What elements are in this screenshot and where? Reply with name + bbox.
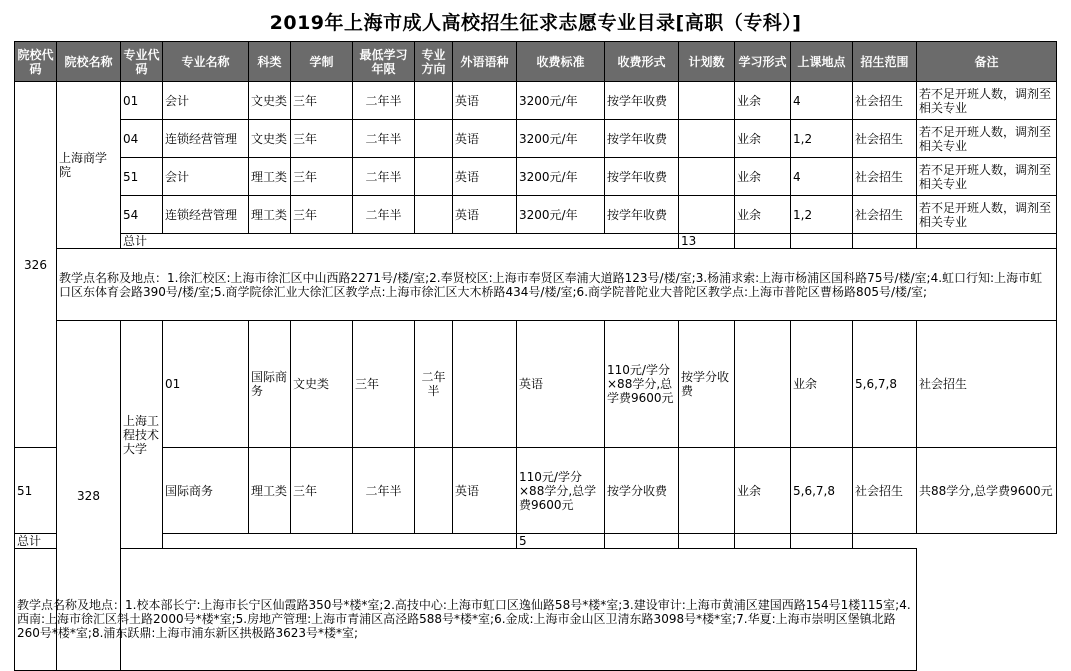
major-code: 54 (121, 196, 163, 234)
school-name: 上海工程技术大学 (121, 321, 163, 549)
header-note: 备注 (917, 42, 1057, 82)
fee: 3200元/年 (517, 120, 605, 158)
plan (679, 120, 735, 158)
teaching-locations: 教学点名称及地点：1.校本部长宁:上海市长宁区仙霞路350号*楼*室;2.高技中心:上海市虹口区逸仙路58号*楼*室;3.建设审计:上海市黄浦区建国西路154号1楼115室;4.西南:上海市徐汇区斜土路2000号*楼*室;5.房地产管理:上海市青浦区高泾路588号*楼*室;6.金成:上海市金山区卫清东路3098号*楼*室;7.华夏:上海市崇明区堡镇北路260号*楼*室;8.浦东跃鼎:上海市浦东新区拱极路3623号*楼*室; (15, 549, 917, 671)
table-row (15, 82, 1057, 120)
note: 若不足开班人数，调剂至相关专业 (917, 158, 1057, 196)
header-duration: 学制 (291, 42, 353, 82)
header-location: 上课地点 (791, 42, 853, 82)
fee: 110元/学分×88学分,总学费9600元 (517, 448, 605, 534)
min-years: 二年半 (353, 448, 415, 534)
direction (415, 448, 453, 534)
header-category: 科类 (249, 42, 291, 82)
header-major-name: 专业名称 (163, 42, 249, 82)
locations-row (15, 549, 1057, 671)
class-location: 5,6,7,8 (853, 321, 917, 448)
fee: 3200元/年 (517, 158, 605, 196)
note: 若不足开班人数，调剂至相关专业 (917, 196, 1057, 234)
school-code: 326 (15, 82, 57, 448)
table-row (15, 196, 1057, 234)
table-row (15, 448, 1057, 534)
duration: 三年 (353, 321, 415, 448)
study-mode: 业余 (735, 158, 791, 196)
min-years: 二年半 (353, 158, 415, 196)
page-title: 2019年上海市成人高校招生征求志愿专业目录[高职（专科）] (269, 12, 802, 34)
fee-type: 按学年收费 (605, 120, 679, 158)
locations-row (15, 249, 1057, 321)
table-row (15, 120, 1057, 158)
plan (679, 196, 735, 234)
note: 若不足开班人数，调剂至相关专业 (917, 120, 1057, 158)
category: 理工类 (249, 158, 291, 196)
header-fee-type: 收费形式 (605, 42, 679, 82)
total-row (15, 534, 1057, 549)
enroll-scope: 社会招生 (853, 158, 917, 196)
study-mode: 业余 (735, 448, 791, 534)
enroll-scope: 社会招生 (853, 120, 917, 158)
total-label: 总计 (121, 234, 679, 249)
school-code: 328 (57, 321, 121, 671)
school-name: 上海商学院 (57, 82, 121, 249)
header-school-name: 院校名称 (57, 42, 121, 82)
major-name: 连锁经营管理 (163, 120, 249, 158)
language: 英语 (453, 82, 517, 120)
enroll-scope: 社会招生 (853, 196, 917, 234)
fee-type: 按学分收费 (679, 321, 735, 448)
enroll-scope: 社会招生 (917, 321, 1057, 448)
plan (735, 321, 791, 448)
total-label: 总计 (15, 534, 517, 549)
category: 理工类 (249, 196, 291, 234)
class-location: 4 (791, 158, 853, 196)
header-scope: 招生范围 (853, 42, 917, 82)
total-plan: 5 (517, 534, 605, 549)
header-fee: 收费标准 (517, 42, 605, 82)
category: 文史类 (291, 321, 353, 448)
language: 英语 (517, 321, 605, 448)
category: 文史类 (249, 82, 291, 120)
direction (415, 82, 453, 120)
class-location: 5,6,7,8 (791, 448, 853, 534)
major-name: 会计 (163, 82, 249, 120)
plan (679, 448, 735, 534)
language: 英语 (453, 196, 517, 234)
category: 理工类 (249, 448, 291, 534)
major-code: 51 (121, 158, 163, 196)
study-mode: 业余 (735, 82, 791, 120)
header-language: 外语语种 (453, 42, 517, 82)
class-location: 1,2 (791, 120, 853, 158)
fee: 3200元/年 (517, 196, 605, 234)
study-mode: 业余 (735, 196, 791, 234)
note: 共88学分,总学费9600元 (917, 448, 1057, 534)
total-row (15, 234, 1057, 249)
major-code: 04 (121, 120, 163, 158)
duration: 三年 (291, 158, 353, 196)
study-mode: 业余 (791, 321, 853, 448)
study-mode: 业余 (735, 120, 791, 158)
duration: 三年 (291, 82, 353, 120)
duration: 三年 (291, 448, 353, 534)
direction (415, 120, 453, 158)
total-plan: 13 (679, 234, 735, 249)
duration: 三年 (291, 120, 353, 158)
fee-type: 按学年收费 (605, 196, 679, 234)
fee-type: 按学年收费 (605, 82, 679, 120)
fee: 110元/学分×88学分,总学费9600元 (605, 321, 679, 448)
major-name: 国际商务 (249, 321, 291, 448)
major-catalog-table (14, 41, 1057, 671)
min-years: 二年半 (353, 120, 415, 158)
fee: 3200元/年 (517, 82, 605, 120)
header-min-years: 最低学习年限 (353, 42, 415, 82)
direction (453, 321, 517, 448)
major-code: 01 (163, 321, 249, 448)
class-location: 1,2 (791, 196, 853, 234)
fee-type: 按学分收费 (605, 448, 679, 534)
major-name: 连锁经营管理 (163, 196, 249, 234)
min-years: 二年半 (353, 82, 415, 120)
min-years: 二年半 (415, 321, 453, 448)
enroll-scope: 社会招生 (853, 448, 917, 534)
category: 文史类 (249, 120, 291, 158)
header-major-code: 专业代码 (121, 42, 163, 82)
language: 英语 (453, 120, 517, 158)
enroll-scope: 社会招生 (853, 82, 917, 120)
direction (415, 196, 453, 234)
duration: 三年 (291, 196, 353, 234)
fee-type: 按学年收费 (605, 158, 679, 196)
language: 英语 (453, 158, 517, 196)
major-code: 01 (121, 82, 163, 120)
note: 若不足开班人数，调剂至相关专业 (917, 82, 1057, 120)
major-code: 51 (15, 448, 57, 534)
direction (415, 158, 453, 196)
class-location: 4 (791, 82, 853, 120)
header-mode: 学习形式 (735, 42, 791, 82)
header-direction: 专业方向 (415, 42, 453, 82)
teaching-locations: 教学点名称及地点：1.徐汇校区:上海市徐汇区中山西路2271号/楼/室;2.奉贤校区:上海市奉贤区奉浦大道路123号/楼/室;3.杨浦求索:上海市杨浦区国科路75号/楼/室;4.虹口行知:上海市虹口区东体育会路390号/楼/室;5.商学院徐汇业大徐汇区教学点:上海市徐汇区大木桥路434号/楼/室;6.商学院普陀业大普陀区教学点:上海市普陀区曹杨路805号/楼/室; (57, 249, 1057, 321)
header-school-code: 院校代码 (15, 42, 57, 82)
min-years: 二年半 (353, 196, 415, 234)
language: 英语 (453, 448, 517, 534)
plan (679, 82, 735, 120)
table-row (15, 321, 1057, 448)
header-plan: 计划数 (679, 42, 735, 82)
major-name: 国际商务 (163, 448, 249, 534)
plan (679, 158, 735, 196)
table-row (15, 158, 1057, 196)
header-row (15, 42, 1057, 82)
major-name: 会计 (163, 158, 249, 196)
